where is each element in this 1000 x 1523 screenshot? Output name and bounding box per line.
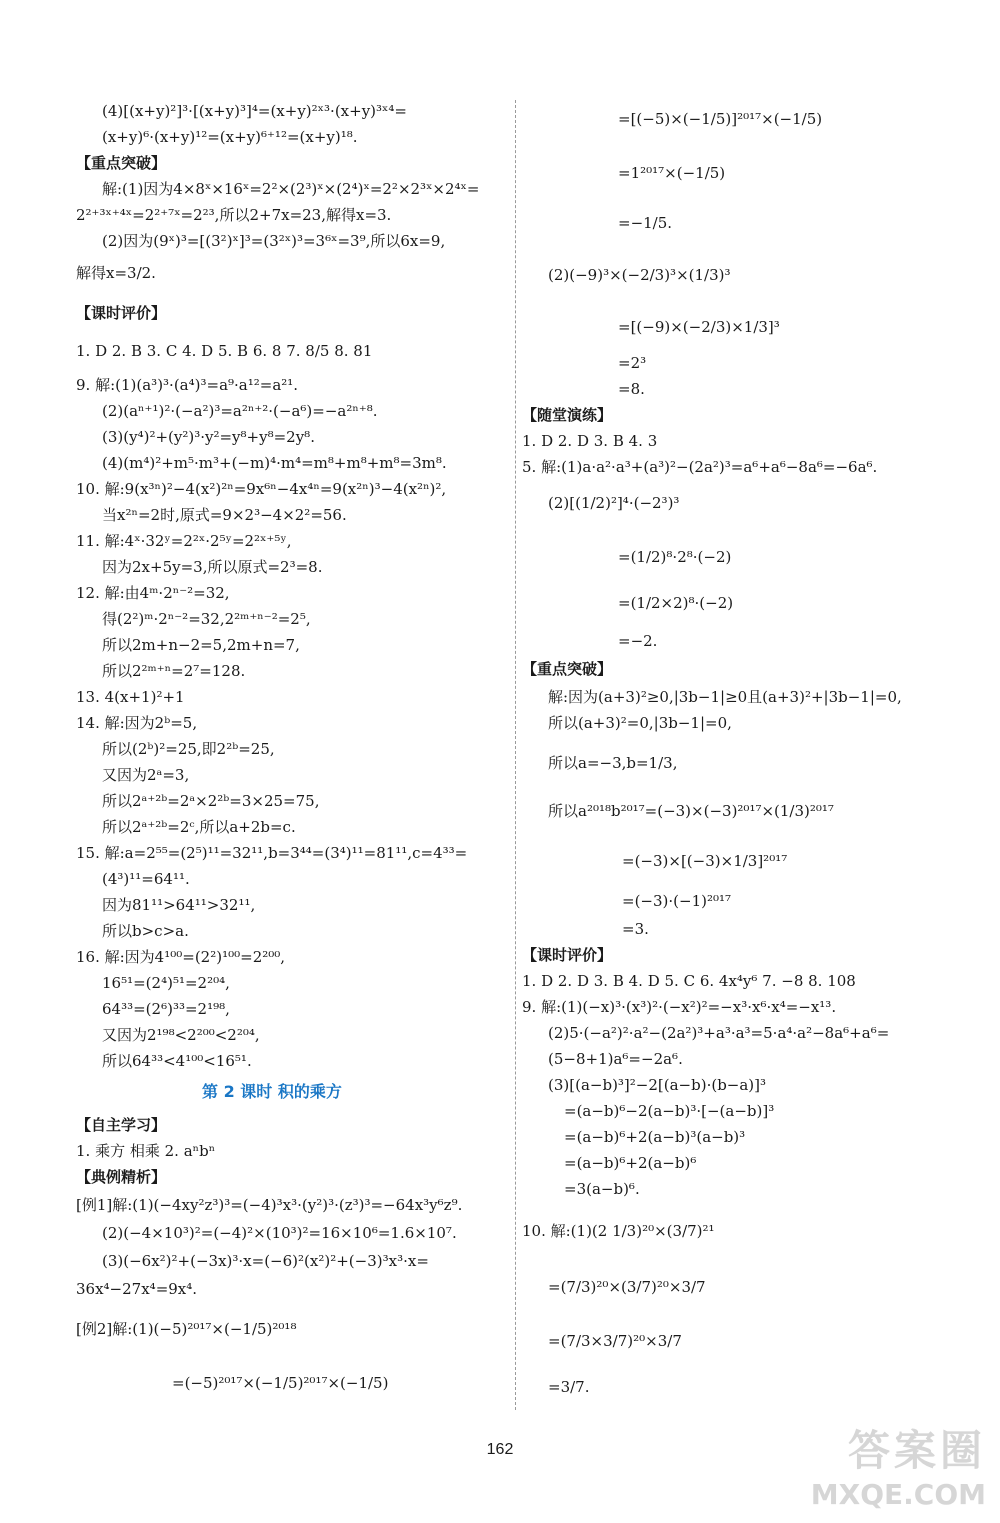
text-line: (4)[(x+y)²]³·[(x+y)³]⁴=(x+y)²ˣ³·(x+y)³ˣ⁴= <box>102 102 407 120</box>
text-line: 13. 4(x+1)²+1 <box>76 688 185 706</box>
text-line: (2)因为(9ˣ)³=[(3²)ˣ]³=(3²ˣ)³=3⁶ˣ=3⁹,所以6x=9, <box>102 232 446 250</box>
text-line: (x+y)⁶·(x+y)¹²=(x+y)⁶⁺¹²=(x+y)¹⁸. <box>102 128 358 146</box>
text-line: =(−3)·(−1)²⁰¹⁷ <box>622 892 732 910</box>
text-line: 12. 解:由4ᵐ·2ⁿ⁻²=32, <box>76 584 230 602</box>
text-line: 所以2m+n−2=5,2m+n=7, <box>102 636 300 654</box>
text-line: =(−3)×[(−3)×1/3]²⁰¹⁷ <box>622 852 788 870</box>
section-heading: 【重点突破】 <box>76 154 167 172</box>
text-line: 所以2²ᵐ⁺ⁿ=2⁷=128. <box>102 662 246 680</box>
text-line: 11. 解:4ˣ·32ʸ=2²ˣ·2⁵ʸ=2²ˣ⁺⁵ʸ, <box>76 532 292 550</box>
text-line: (3)(y⁴)²+(y²)³·y²=y⁸+y⁸=2y⁸. <box>102 428 315 446</box>
text-line: =−2. <box>618 632 658 650</box>
text-line: =1²⁰¹⁷×(−1/5) <box>618 164 726 182</box>
section-heading: 【随堂演练】 <box>522 406 613 424</box>
text-line: 10. 解:9(x³ⁿ)²−4(x²)²ⁿ=9x⁶ⁿ−4x⁴ⁿ=9(x²ⁿ)³−4(x²ⁿ)², <box>76 480 447 498</box>
text-line: 16. 解:因为4¹⁰⁰=(2²)¹⁰⁰=2²⁰⁰, <box>76 948 286 966</box>
text-line: 所以a=−3,b=1/3, <box>548 754 678 772</box>
text-line: =(7/3)²⁰×(3/7)²⁰×3/7 <box>548 1278 706 1296</box>
watermark-logo: 答案圈 <box>847 1426 986 1475</box>
section-heading: 【自主学习】 <box>76 1116 167 1134</box>
text-line: 所以a²⁰¹⁸b²⁰¹⁷=(−3)×(−3)²⁰¹⁷×(1/3)²⁰¹⁷ <box>548 802 834 820</box>
section-heading: 【重点突破】 <box>522 660 613 678</box>
text-line: [例2]解:(1)(−5)²⁰¹⁷×(−1/5)²⁰¹⁸ <box>76 1320 297 1338</box>
text-line: 所以64³³<4¹⁰⁰<16⁵¹. <box>102 1052 252 1070</box>
text-line: 所以(2ᵇ)²=25,即2²ᵇ=25, <box>102 740 275 758</box>
text-line: 解得x=3/2. <box>76 264 156 282</box>
lesson-title: 第 2 课时 积的乘方 <box>202 1082 342 1101</box>
text-line: 因为2x+5y=3,所以原式=2³=8. <box>102 558 323 576</box>
text-line: (2)(aⁿ⁺¹)²·(−a²)³=a²ⁿ⁺²·(−a⁶)=−a²ⁿ⁺⁸. <box>102 402 378 420</box>
watermark-url: MXQE.COM <box>810 1478 986 1511</box>
text-line: 5. 解:(1)a·a²·a³+(a³)²−(2a²)³=a⁶+a⁶−8a⁶=−6a⁶. <box>522 458 878 476</box>
text-line: 1. D 2. D 3. B 4. 3 <box>522 432 658 450</box>
text-line: 36x⁴−27x⁴=9x⁴. <box>76 1280 198 1298</box>
text-line: 当x²ⁿ=2时,原式=9×2³−4×2²=56. <box>102 506 347 524</box>
text-line: (4)(m⁴)²+m⁵·m³+(−m)⁴·m⁴=m⁸+m⁸+m⁸=3m⁸. <box>102 454 447 472</box>
section-heading: 【课时评价】 <box>76 304 167 322</box>
text-line: (2)(−9)³×(−2/3)³×(1/3)³ <box>548 266 731 284</box>
text-line: 所以2ᵃ⁺²ᵇ=2ᶜ,所以a+2b=c. <box>102 818 296 836</box>
text-line: 9. 解:(1)(−x)³·(x³)²·(−x²)²=−x³·x⁶·x⁴=−x¹³. <box>522 998 837 1016</box>
text-line: =(a−b)⁶+2(a−b)⁶ <box>564 1154 697 1172</box>
text-line: 1. D 2. B 3. C 4. D 5. B 6. 8 7. 8/5 8. 81 <box>76 342 373 360</box>
section-heading: 【课时评价】 <box>522 946 613 964</box>
text-line: 所以2ᵃ⁺²ᵇ=2ᵃ×2²ᵇ=3×25=75, <box>102 792 320 810</box>
text-line: (4³)¹¹=64¹¹. <box>102 870 190 888</box>
text-line: 1. 乘方 相乘 2. aⁿbⁿ <box>76 1142 216 1160</box>
text-line: 64³³=(2⁶)³³=2¹⁹⁸, <box>102 1000 230 1018</box>
text-line: 解:(1)因为4×8ˣ×16ˣ=2²×(2³)ˣ×(2⁴)ˣ=2²×2³ˣ×2⁴ˣ= <box>102 180 480 198</box>
column-divider <box>515 100 516 1410</box>
text-line: =(a−b)⁶+2(a−b)³(a−b)³ <box>564 1128 746 1146</box>
text-line: (3)[(a−b)³]²−2[(a−b)·(b−a)]³ <box>548 1076 767 1094</box>
text-line: =(a−b)⁶−2(a−b)³·[−(a−b)]³ <box>564 1102 775 1120</box>
text-line: =(−5)²⁰¹⁷×(−1/5)²⁰¹⁷×(−1/5) <box>172 1374 389 1392</box>
text-line: [例1]解:(1)(−4xy²z³)³=(−4)³x³·(y²)³·(z³)³=−64x³y⁶z⁹. <box>76 1196 463 1214</box>
text-line: 14. 解:因为2ᵇ=5, <box>76 714 198 732</box>
page-number: 162 <box>486 1441 514 1458</box>
text-line: =−1/5. <box>618 214 673 232</box>
text-line: 15. 解:a=2⁵⁵=(2⁵)¹¹=32¹¹,b=3⁴⁴=(3⁴)¹¹=81¹¹,c=4³³= <box>76 844 468 862</box>
text-line: 得(2²)ᵐ·2ⁿ⁻²=32,2²ᵐ⁺ⁿ⁻²=2⁵, <box>102 610 311 628</box>
section-heading: 【典例精析】 <box>76 1168 167 1186</box>
text-line: 10. 解:(1)(2 1/3)²⁰×(3/7)²¹ <box>522 1222 715 1240</box>
text-line: =2³ <box>618 354 647 372</box>
text-line: (3)(−6x²)²+(−3x)³·x=(−6)²(x²)²+(−3)³x³·x= <box>102 1252 429 1270</box>
text-line: =3(a−b)⁶. <box>564 1180 640 1198</box>
text-line: =[(−9)×(−2/3)×1/3]³ <box>618 318 780 336</box>
text-line: =3. <box>622 920 649 938</box>
text-line: (2)(−4×10³)²=(−4)²×(10³)²=16×10⁶=1.6×10⁷. <box>102 1224 457 1242</box>
text-line: =(1/2×2)⁸·(−2) <box>618 594 734 612</box>
text-line: 因为81¹¹>64¹¹>32¹¹, <box>102 896 256 914</box>
watermark <box>811 1418 986 1511</box>
text-line: 又因为2ᵃ=3, <box>102 766 190 784</box>
text-line: 9. 解:(1)(a³)³·(a⁴)³=a⁹·a¹²=a²¹. <box>76 376 299 394</box>
text-line: =(1/2)⁸·2⁸·(−2) <box>618 548 732 566</box>
text-line: =(7/3×3/7)²⁰×3/7 <box>548 1332 682 1350</box>
text-line: 所以b>c>a. <box>102 922 189 940</box>
text-line: =[(−5)×(−1/5)]²⁰¹⁷×(−1/5) <box>618 110 823 128</box>
text-line: 又因为2¹⁹⁸<2²⁰⁰<2²⁰⁴, <box>102 1026 260 1044</box>
text-line: 解:因为(a+3)²≥0,|3b−1|≥0且(a+3)²+|3b−1|=0, <box>548 688 902 706</box>
text-line: 1. D 2. D 3. B 4. D 5. C 6. 4x⁴y⁶ 7. −8 8. 108 <box>522 972 856 990</box>
text-line: =8. <box>618 380 645 398</box>
text-line: (5−8+1)a⁶=−2a⁶. <box>548 1050 683 1068</box>
text-line: (2)5·(−a²)²·a²−(2a²)³+a³·a³=5·a⁴·a²−8a⁶+a⁶= <box>548 1024 890 1042</box>
text-line: (2)[(1/2)²]⁴·(−2³)³ <box>548 494 680 512</box>
text-line: 16⁵¹=(2⁴)⁵¹=2²⁰⁴, <box>102 974 230 992</box>
text-line: 所以(a+3)²=0,|3b−1|=0, <box>548 714 732 732</box>
text-line: =3/7. <box>548 1378 590 1396</box>
text-line: 2²⁺³ˣ⁺⁴ˣ=2²⁺⁷ˣ=2²³,所以2+7x=23,解得x=3. <box>76 206 392 224</box>
